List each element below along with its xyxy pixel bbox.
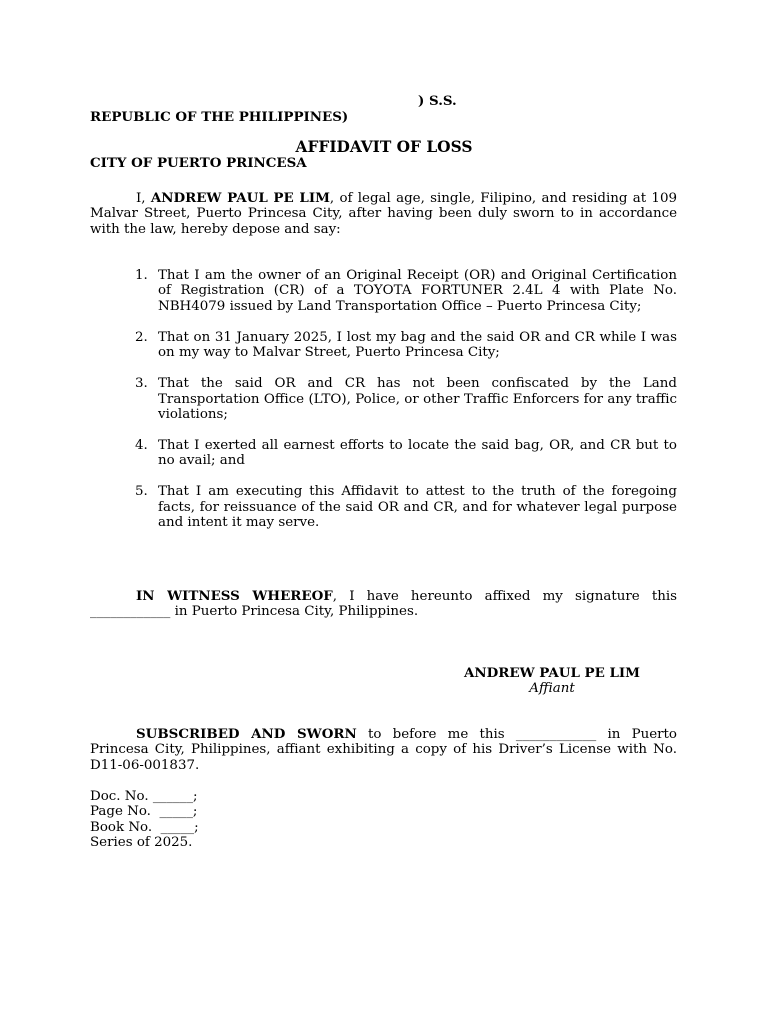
witness-text: , I have hereunto affixed my signature this ____________ in Puerto Princesa City, Philippines. [90, 589, 677, 620]
jurat-lead: SUBSCRIBED AND SWORN [136, 726, 357, 742]
list-item [135, 376, 677, 422]
jurat-text: to before me this ____________ in Puerto Princesa City, Philippines, affiant exhibiting a copy of his Driver’s License with No. D11-06-001837. [90, 727, 677, 773]
signatory-name: ANDREW PAUL PE LIM [464, 665, 640, 681]
signature-block [452, 666, 652, 697]
intro-text: , of legal age, single, Filipino, and residing at 109 Malvar Street, Puerto Princesa City, after having been duly sworn to in accordance with the law, hereby depose and say: [90, 191, 677, 237]
notarial-register [90, 789, 199, 851]
item-number: 4. [135, 438, 148, 454]
depositions-list [135, 268, 677, 546]
witness-paragraph [90, 589, 677, 620]
list-item [135, 438, 677, 469]
item-number: 3. [135, 376, 148, 392]
affiant-name-intro: ANDREW PAUL PE LIM [150, 190, 330, 206]
item-number: 5. [135, 484, 148, 500]
series-year: Series of 2025. [90, 835, 193, 851]
item-text: That I am executing this Affidavit to attest to the truth of the foregoing facts, for reissuance of the said OR and CR, and for whatever legal purpose and intent it may serve. [158, 484, 677, 531]
item-number: 2. [135, 329, 148, 345]
signatory-role: Affiant [529, 681, 575, 697]
venue-republic: REPUBLIC OF THE PHILIPPINES) [90, 108, 349, 125]
page-number: Page No. _____; [90, 804, 198, 820]
intro-prefix: I, [136, 191, 151, 206]
document-title: AFFIDAVIT OF LOSS [295, 138, 473, 156]
intro-paragraph [90, 191, 677, 237]
witness-lead: IN WITNESS WHEREOF [136, 588, 333, 604]
jurat-paragraph [90, 727, 677, 773]
item-number: 1. [135, 268, 148, 283]
item-text: That on 31 January 2025, I lost my bag and the said OR and CR while I was on my way to Malvar Street, Puerto Princesa City; [158, 329, 677, 361]
list-item [135, 484, 677, 530]
item-text: That I exerted all earnest efforts to locate the said bag, OR, and CR but to no avail; and [158, 438, 677, 469]
venue-ss: ) S.S. [418, 93, 457, 109]
doc-number: Doc. No. ______; [90, 789, 198, 804]
list-item [135, 268, 677, 314]
item-text: That I am the owner of an Original Receipt (OR) and Original Certification of Registration (CR) of a TOYOTA FORTUNER 2.4L 4 with Plate No. NBH4079 issued by Land Transportation Office – Puerto Princesa City; [158, 268, 677, 314]
list-item [135, 330, 677, 361]
venue-city: CITY OF PUERTO PRINCESA [90, 155, 307, 172]
item-text: That the said OR and CR has not been confiscated by the Land Transportation Office (LTO), Police, or other Traffic Enforcers for any traffic violations; [158, 376, 677, 423]
book-number: Book No. _____; [90, 819, 199, 835]
